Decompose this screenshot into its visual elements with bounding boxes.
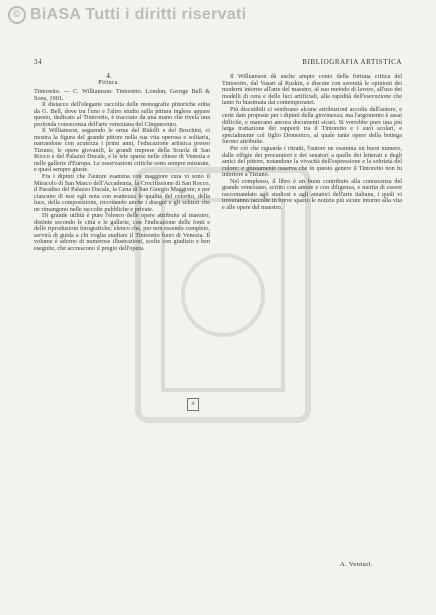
paragraph: Per ciò che riguarda i ritratti, l'autore ne esamina un buon numero, dalle effigie dei procuratori e dei senatori a quelle dei letterati e degli amici del pittore, notandone la vivacità dell'espressione e la sobrietà del colore; e giustamente osserva che in questo genere il Tintoretto non fu inferiore a Tiziano. xyxy=(222,145,402,179)
stamp-mark: A xyxy=(187,398,199,411)
running-title: BIBLIOGRAFIA ARTISTICA xyxy=(302,58,402,66)
copyright-icon: © xyxy=(8,6,26,24)
paragraph: Più discutibili ci sembrano alcune attribuzioni accolte dall'autore, e certe date proposte per i dipinti della giovinezza; ma l'argomento è assai difficile, e mancano ancora documenti sicuri. Si vorrebbe pure una più larga trattazione dei rapporti tra il Tintoretto e i suoi scolari, e specialmente col figlio Domenico, al quale tante opere della bottega furono attribuite. xyxy=(222,105,402,146)
author-signature: A. Venturi. xyxy=(340,561,373,568)
section-label: Pittura. xyxy=(98,80,120,86)
paragraph: Di grande utilità è pure l'elenco delle opere attribuite al maestro, distinte secondo le città e le gallerie, con l'indicazione delle fonti e delle riproduzioni fotografiche; elenco che, pur non essendo completo, servirà di guida a chi voglia studiare il Tintoretto fuori di Venezia. Il volume è adorno di numerose illustrazioni, scelte con giudizio e ben eseguite, che accrescono il pregio dell'opera. xyxy=(34,212,210,253)
page-number: 34 xyxy=(34,58,43,66)
paragraph: Nel complesso, il libro è un buon contributo alla conoscenza del grande veneziano, scritto con amore e con diligenza, e merita di essere raccomandato agli studiosi e agli amatori dell'arte italiana, i quali vi troveranno raccolte in breve spazio le notizie più sicure intorno alla vita e alle opere del maestro. xyxy=(222,177,402,211)
paragraph: Il distacco dell'elegante raccolta delle monografie pittoriche edita da G. Bell, dove tra l'uno e l'altro studio sulla pittura inglese appare questo, dedicato al Tintoretto, è tracciato da una mano che rivela una profonda conoscenza dell'arte veneziana del Cinquecento. xyxy=(34,101,210,128)
watermark xyxy=(8,6,246,24)
paragraph: Il Williamson dà anche ampio conto della fortuna critica del Tintoretto, dal Vasari al Ruskin, e discute con serenità le opinioni dei moderni intorno all'arte del maestro, al suo metodo di lavoro, all'uso dei modelli di cera e delle luci artificiali, alla rapidità dell'esecuzione che tanto fu biasimata dai contemporanei. xyxy=(222,73,402,107)
text-column-right xyxy=(222,74,402,211)
paragraph: Fra i dipinti che l'autore esamina con maggiore cura vi sono il Miracolo di San Marco dell'Accademia, la Crocifissione di San Rocco, il Paradiso del Palazzo Ducale, la Cena di San Giorgio Maggiore; e per ciascuno di essi egli nota con esattezza le qualità del colorito, della luce, della composizione, ricordando anche i disegni e gli schizzi che ne rimangono nelle raccolte pubbliche e private. xyxy=(34,173,211,213)
section-number: 4. xyxy=(106,72,112,80)
text-column-left xyxy=(34,88,210,253)
paragraph: Il Williamson, seguendo le orme del Ridolfi e del Boschini, ci mostra la figura del grande pittore nella sua vita operosa e solitaria, narrandone con acutezza i primi anni, l'educazione artistica presso Tiziano, le opere giovanili, le grandi imprese della Scuola di San Rocco e del Palazzo Ducale, e le tele sparse nelle chiese di Venezia e nelle gallerie d'Europa. Le osservazioni critiche sono sempre misurate, e quasi sempre giuste. xyxy=(34,127,210,174)
watermark-text: BiASA Tutti i diritti riservati xyxy=(30,6,247,23)
book-citation: Tintoretto. — C. Williamson: Tintoretto. London, George Bell & Sons, 1901. xyxy=(34,88,210,102)
running-header xyxy=(34,58,402,66)
